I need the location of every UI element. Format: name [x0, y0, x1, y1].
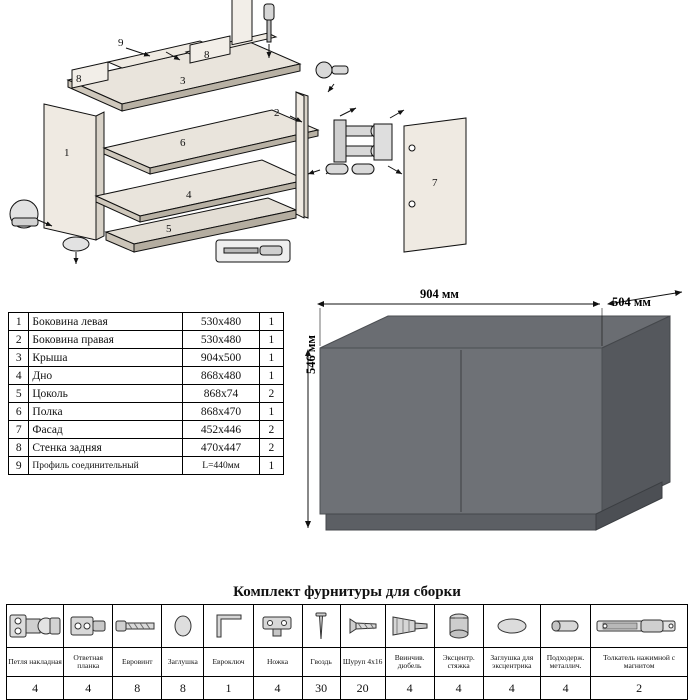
callout-6: 6: [180, 137, 186, 149]
hardware-icon-row: [7, 605, 688, 648]
hardware-count: 8: [113, 677, 162, 700]
part-qty: 2: [259, 385, 283, 403]
part-name: Профиль соединительный: [29, 457, 183, 475]
callout-8a: 8: [76, 73, 82, 85]
cap-plug-icon: [162, 605, 204, 648]
screw-icon: [340, 605, 385, 648]
table-row: [9, 367, 284, 385]
hardware-count: 20: [340, 677, 385, 700]
part-size: 868x74: [183, 385, 260, 403]
part-qty: 1: [259, 331, 283, 349]
hardware-label: Толкатель нажимной с магнитом: [591, 648, 688, 677]
part-name: Боковина левая: [29, 313, 183, 331]
table-row: [9, 349, 284, 367]
part-name: Полка: [29, 403, 183, 421]
hardware-count: 4: [64, 677, 113, 700]
table-row: [9, 457, 284, 475]
mounting-plate-icon: [64, 605, 113, 648]
nail-icon: [302, 605, 340, 648]
part-qty: 1: [259, 403, 283, 421]
hardware-kit-table: [6, 604, 688, 700]
callout-9: 9: [118, 37, 124, 49]
part-number: 5: [9, 385, 29, 403]
hardware-label: Ввинчив. дюбель: [385, 648, 434, 677]
part-number: 6: [9, 403, 29, 421]
part-qty: 1: [259, 313, 283, 331]
magnetic-catch-icon: [591, 605, 688, 648]
exploded-assembly-diagram: [0, 0, 694, 290]
part-name: Крыша: [29, 349, 183, 367]
part-name: Цоколь: [29, 385, 183, 403]
hardware-kit-title: Комплект фурнитуры для сборки: [233, 584, 461, 600]
hardware-count: 4: [7, 677, 64, 700]
depth-dimension-label: 504 мм: [612, 295, 651, 309]
table-row: [9, 331, 284, 349]
part-number: 1: [9, 313, 29, 331]
hinge-overlay-icon: [7, 605, 64, 648]
part-qty: 1: [259, 457, 283, 475]
hardware-label: Евровинт: [113, 648, 162, 677]
part-name: Стенка задняя: [29, 439, 183, 457]
hardware-label: Ответная планка: [64, 648, 113, 677]
callout-3: 3: [180, 75, 186, 87]
width-dimension-label: 904 мм: [420, 287, 459, 301]
table-row: [9, 439, 284, 457]
hardware-count: 1: [204, 677, 253, 700]
hardware-label-row: [7, 648, 688, 677]
table-row: [9, 421, 284, 439]
callout-2: 2: [274, 107, 280, 119]
euro-screw-icon: [113, 605, 162, 648]
part-size: 452x446: [183, 421, 260, 439]
part-size: 470x447: [183, 439, 260, 457]
part-size: L=440мм: [183, 457, 260, 475]
euro-key-icon: [204, 605, 253, 648]
cam-lock-icon: [434, 605, 483, 648]
part-size: 530x480: [183, 313, 260, 331]
part-number: 9: [9, 457, 29, 475]
height-dimension-label: 546 мм: [303, 335, 318, 374]
part-size: 904x500: [183, 349, 260, 367]
hardware-count: 4: [434, 677, 483, 700]
hardware-label: Ножка: [253, 648, 302, 677]
hardware-label: Заглушка: [162, 648, 204, 677]
hardware-label: Гвоздь: [302, 648, 340, 677]
hardware-count: 30: [302, 677, 340, 700]
hardware-count: 2: [591, 677, 688, 700]
furniture-foot-icon: [253, 605, 302, 648]
screw-in-dowel-icon: [385, 605, 434, 648]
part-number: 8: [9, 439, 29, 457]
callout-1: 1: [64, 147, 70, 159]
table-row: [9, 313, 284, 331]
hardware-label: Петля накладная: [7, 648, 64, 677]
part-name: Боковина правая: [29, 331, 183, 349]
part-qty: 2: [259, 439, 283, 457]
part-number: 2: [9, 331, 29, 349]
hardware-count: 4: [483, 677, 540, 700]
callout-5: 5: [166, 223, 172, 235]
part-name: Фасад: [29, 421, 183, 439]
part-number: 4: [9, 367, 29, 385]
cam-cover-icon: [483, 605, 540, 648]
hardware-label: Евроключ: [204, 648, 253, 677]
part-size: 868x480: [183, 367, 260, 385]
callout-7: 7: [432, 177, 438, 189]
hardware-count: 4: [540, 677, 590, 700]
part-name: Дно: [29, 367, 183, 385]
hardware-count: 4: [253, 677, 302, 700]
hardware-label: Эксцентр. стяжка: [434, 648, 483, 677]
part-size: 530x480: [183, 331, 260, 349]
part-number: 7: [9, 421, 29, 439]
hardware-count: 4: [385, 677, 434, 700]
shelf-support-icon: [540, 605, 590, 648]
hardware-label: Шуруп 4х16: [340, 648, 385, 677]
part-qty: 1: [259, 367, 283, 385]
hardware-label: Подходерж. металлич.: [540, 648, 590, 677]
table-row: [9, 385, 284, 403]
callout-8b: 8: [204, 49, 210, 61]
part-size: 868x470: [183, 403, 260, 421]
hardware-count: 8: [162, 677, 204, 700]
callout-4: 4: [186, 189, 192, 201]
table-row: [9, 403, 284, 421]
parts-table: [8, 312, 284, 475]
cabinet-dimension-drawing: [300, 286, 688, 556]
part-qty: 1: [259, 349, 283, 367]
part-number: 3: [9, 349, 29, 367]
hardware-label: Заглушка для эксцентрика: [483, 648, 540, 677]
hardware-count-row: [7, 677, 688, 700]
part-qty: 2: [259, 421, 283, 439]
